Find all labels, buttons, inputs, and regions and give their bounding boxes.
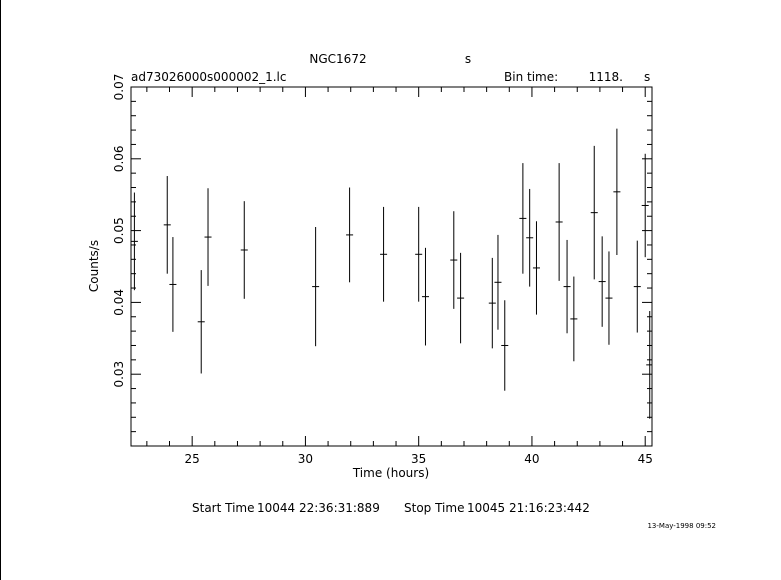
start-time-value: 10044 22:36:31:889 — [257, 501, 380, 515]
bin-time-value: 1118. — [588, 70, 623, 84]
y-tick-label: 0.03 — [112, 360, 126, 388]
y-tick-label: 0.05 — [112, 217, 126, 244]
stop-time-label: Stop Time — [404, 501, 465, 515]
x-tick-label: 40 — [524, 452, 540, 466]
y-axis-label: Counts/s — [87, 239, 101, 293]
plot-date: 13-May-1998 09:52 — [647, 522, 716, 530]
x-tick-label: 25 — [184, 452, 200, 466]
object-unit: s — [464, 52, 472, 66]
y-tick-label: 0.07 — [112, 73, 126, 101]
y-tick-label: 0.04 — [112, 289, 126, 316]
bin-time-unit: s — [644, 70, 651, 84]
x-tick-label: 30 — [297, 452, 314, 466]
start-time-label: Start Time — [192, 501, 255, 515]
file-name: ad73026000s000002_1.lc — [131, 70, 287, 84]
x-tick-label: 35 — [411, 452, 427, 466]
x-tick-label: 45 — [637, 452, 653, 466]
y-tick-label: 0.06 — [112, 145, 126, 173]
stop-time-value: 10045 21:16:23:442 — [467, 501, 590, 515]
object-name: NGC1672 — [309, 52, 367, 66]
bin-time-label: Bin time: — [504, 70, 559, 84]
x-axis-label: Time (hours) — [352, 466, 430, 480]
